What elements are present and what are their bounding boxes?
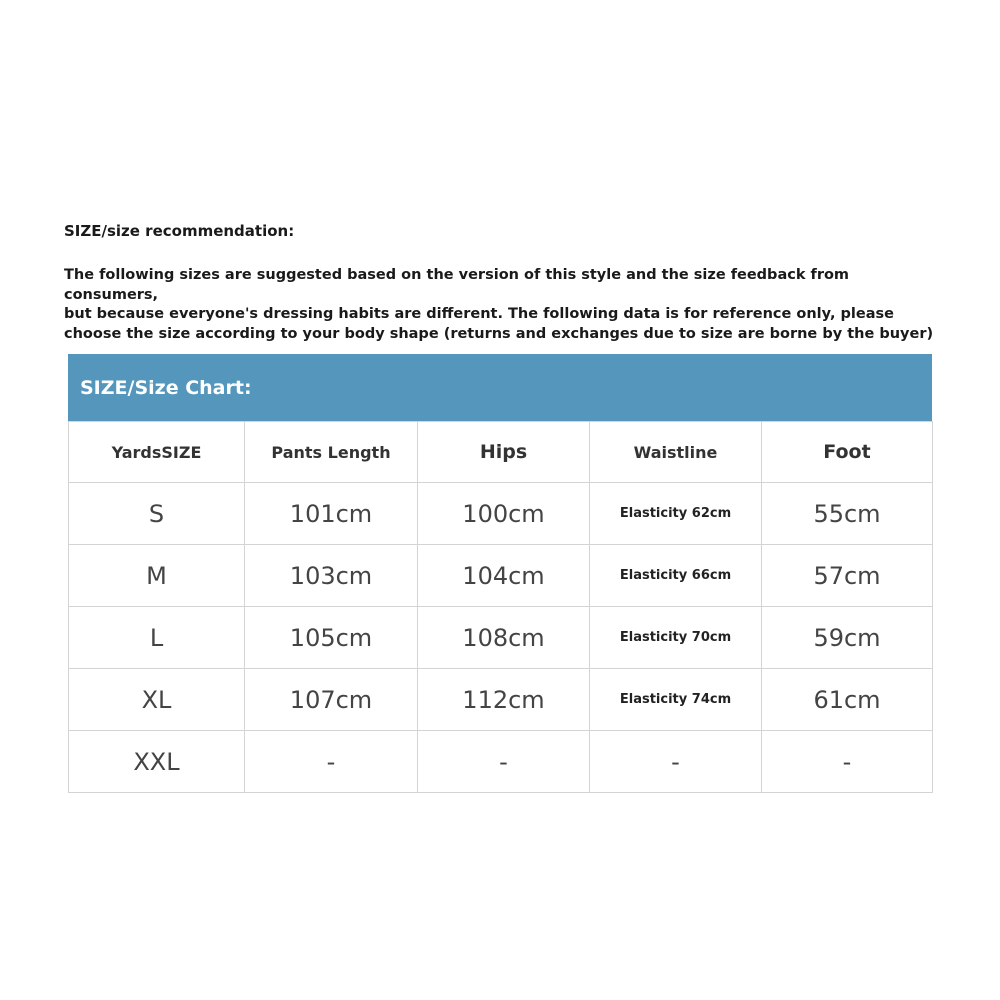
pants-length-cell: 101cm — [245, 483, 418, 545]
foot-cell: 57cm — [762, 545, 933, 607]
size-chart — [68, 354, 932, 793]
hips-cell: 112cm — [418, 669, 590, 731]
waistline-cell: Elasticity 70cm — [590, 607, 762, 669]
hips-cell: 108cm — [418, 607, 590, 669]
intro-line: The following sizes are suggested based on the version of this style and the size feedback from consumers, — [64, 267, 850, 303]
waistline-cell: Elasticity 62cm — [590, 483, 762, 545]
column-header-hips: Hips — [418, 422, 590, 483]
waistline-cell: - — [590, 731, 762, 793]
size-cell: M — [69, 545, 245, 607]
hips-cell: 100cm — [418, 483, 590, 545]
table-row — [69, 483, 933, 545]
column-header-pants-length: Pants Length — [245, 422, 418, 483]
table-row — [69, 731, 933, 793]
table-row — [69, 669, 933, 731]
table-row — [69, 545, 933, 607]
size-cell: L — [69, 607, 245, 669]
page-heading: SIZE/size recommendation: — [64, 222, 295, 240]
waistline-cell: Elasticity 66cm — [590, 545, 762, 607]
size-cell: XXL — [69, 731, 245, 793]
size-cell: S — [69, 483, 245, 545]
size-cell: XL — [69, 669, 245, 731]
hips-cell: 104cm — [418, 545, 590, 607]
table-row — [69, 607, 933, 669]
size-table — [68, 421, 933, 793]
column-header-waistline: Waistline — [590, 422, 762, 483]
table-header-row — [69, 422, 933, 483]
pants-length-cell: 103cm — [245, 545, 418, 607]
column-header-size: YardsSIZE — [69, 422, 245, 483]
foot-cell: - — [762, 731, 933, 793]
intro-text — [64, 266, 944, 344]
pants-length-cell: 105cm — [245, 607, 418, 669]
pants-length-cell: 107cm — [245, 669, 418, 731]
foot-cell: 55cm — [762, 483, 933, 545]
pants-length-cell: - — [245, 731, 418, 793]
size-chart-title: SIZE/Size Chart: — [68, 354, 932, 421]
foot-cell: 61cm — [762, 669, 933, 731]
intro-line: but because everyone's dressing habits are different. The following data is for reference only, please — [64, 306, 894, 322]
hips-cell: - — [418, 731, 590, 793]
column-header-foot: Foot — [762, 422, 933, 483]
waistline-cell: Elasticity 74cm — [590, 669, 762, 731]
intro-line: choose the size according to your body shape (returns and exchanges due to size are borne by the buyer) — [64, 325, 934, 342]
foot-cell: 59cm — [762, 607, 933, 669]
